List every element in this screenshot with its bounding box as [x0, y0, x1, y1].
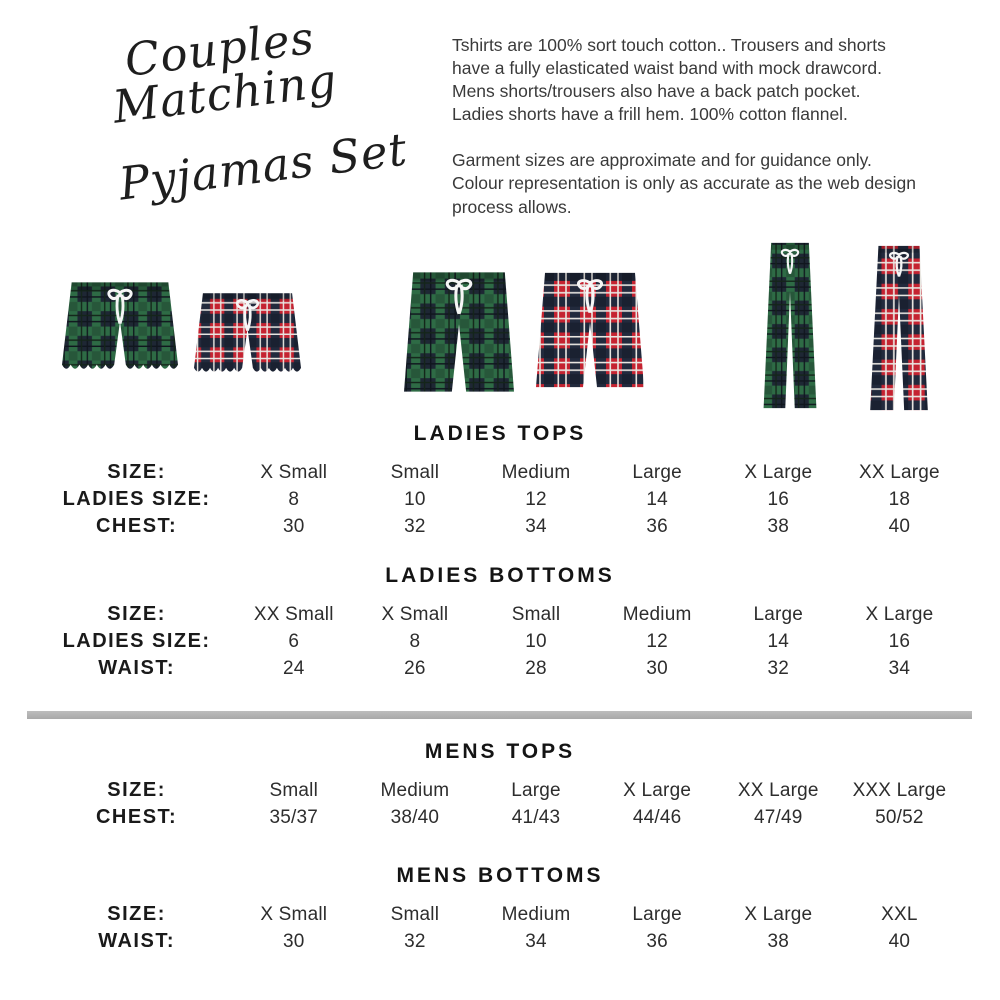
- row-label: LADIES SIZE:: [62, 488, 211, 510]
- table-title: MENS TOPS: [424, 740, 576, 763]
- size-value: XX Large: [859, 461, 940, 483]
- description-line: Mens shorts/trousers also have a back patch pocket.: [452, 81, 861, 102]
- row-label: SIZE:: [107, 779, 166, 801]
- table-row: [40, 601, 960, 628]
- size-value: 18: [888, 488, 911, 510]
- size-value: Small: [269, 779, 318, 801]
- size-value: 50/52: [875, 806, 924, 828]
- description-line: process allows.: [452, 196, 572, 217]
- size-value: 8: [409, 630, 421, 652]
- size-value: 36: [646, 515, 668, 537]
- size-value: 38: [767, 515, 790, 537]
- size-value: 44/46: [632, 806, 682, 828]
- row-label: SIZE:: [107, 603, 166, 625]
- size-value: Large: [511, 779, 561, 801]
- size-value: 10: [525, 630, 547, 652]
- size-value: 32: [404, 930, 426, 952]
- size-value: 36: [646, 930, 668, 952]
- table-row: [40, 928, 960, 955]
- brand-script-title: [3, 0, 450, 218]
- size-value: 38/40: [390, 806, 440, 828]
- size-value: X Small: [260, 903, 328, 925]
- table-row: [40, 777, 960, 804]
- description-paragraph-2: [452, 149, 972, 218]
- size-value: 6: [288, 630, 300, 652]
- mens-shorts-red-image: [536, 263, 644, 397]
- size-value: Large: [632, 461, 682, 483]
- size-value: X Large: [623, 779, 692, 801]
- size-value: 41/43: [511, 806, 561, 828]
- size-value: 24: [282, 657, 305, 679]
- product-description: [452, 34, 972, 219]
- size-value: X Small: [260, 461, 328, 483]
- trousers-green-image: [757, 238, 823, 414]
- row-label: LADIES SIZE:: [62, 630, 211, 652]
- row-label: SIZE:: [107, 903, 166, 925]
- size-value: 14: [767, 630, 790, 652]
- table-row: [40, 513, 960, 540]
- size-value: X Large: [744, 461, 813, 483]
- ladies-shorts-green-image: [62, 270, 178, 378]
- size-value: 38: [767, 930, 790, 952]
- row-label: CHEST:: [95, 515, 178, 537]
- size-value: Medium: [622, 603, 692, 625]
- table-row: [40, 655, 960, 682]
- row-label: WAIST:: [98, 657, 175, 679]
- description-line: Colour representation is only as accurate as the web design: [452, 173, 917, 194]
- size-value: 30: [282, 930, 305, 952]
- size-value: 10: [404, 488, 426, 510]
- size-value: 34: [525, 515, 547, 537]
- size-value: Large: [632, 903, 682, 925]
- row-label: WAIST:: [98, 930, 175, 952]
- size-value: XX Large: [737, 779, 819, 801]
- size-value: 40: [888, 515, 911, 537]
- mens-shorts-green-image: [404, 262, 514, 402]
- mens-bottoms-table: [40, 864, 960, 955]
- row-label: SIZE:: [107, 461, 166, 483]
- size-value: 32: [767, 657, 790, 679]
- description-line: Ladies shorts have a frill hem. 100% cotton flannel.: [452, 104, 848, 125]
- description-line: Tshirts are 100% sort touch cotton.. Trousers and shorts: [452, 35, 886, 55]
- size-value: Medium: [501, 461, 571, 483]
- description-paragraph-1: [452, 34, 972, 126]
- ladies-tops-table: [40, 422, 960, 540]
- size-value: 30: [646, 657, 668, 679]
- size-value: 12: [646, 630, 668, 652]
- size-value: 34: [525, 930, 547, 952]
- description-line: Garment sizes are approximate and for guidance only.: [452, 150, 872, 171]
- size-value: XXL: [881, 903, 918, 925]
- table-row: [40, 459, 960, 486]
- size-value: Medium: [501, 903, 571, 925]
- brand-title-line1: Couples Matching: [109, 11, 341, 134]
- mens-tops-table: [40, 740, 960, 831]
- size-value: 32: [404, 515, 426, 537]
- size-value: X Large: [744, 903, 813, 925]
- table-title: MENS BOTTOMS: [396, 864, 604, 887]
- table-row: [40, 901, 960, 928]
- table-title: LADIES BOTTOMS: [385, 564, 615, 587]
- table-row: [40, 628, 960, 655]
- size-value: 16: [888, 630, 911, 652]
- description-line: have a fully elasticated waist band with mock drawcord.: [452, 58, 882, 79]
- size-value: 47/49: [754, 806, 803, 828]
- size-value: Large: [753, 603, 804, 625]
- ladies-bottoms-table: [40, 564, 960, 682]
- size-value: XXX Large: [852, 779, 947, 801]
- ladies-shorts-red-image: [194, 282, 301, 380]
- size-value: 30: [282, 515, 305, 537]
- size-value: 34: [888, 657, 911, 679]
- size-value: 28: [525, 657, 547, 679]
- size-value: Small: [390, 903, 440, 925]
- size-value: XX Small: [253, 603, 334, 625]
- size-value: Small: [390, 461, 440, 483]
- size-value: 14: [646, 488, 668, 510]
- table-title: LADIES TOPS: [413, 422, 587, 445]
- brand-title-line2: Pyjamas Set: [116, 122, 411, 211]
- size-value: Medium: [380, 779, 450, 801]
- size-value: 8: [288, 488, 300, 510]
- row-label: CHEST:: [95, 806, 178, 828]
- size-value: 35/37: [269, 806, 319, 828]
- size-value: Small: [511, 603, 561, 625]
- size-value: X Large: [865, 603, 934, 625]
- size-value: 12: [525, 488, 547, 510]
- section-divider: [27, 711, 972, 719]
- size-value: X Small: [381, 603, 449, 625]
- table-row: [40, 804, 960, 831]
- size-value: 26: [404, 657, 426, 679]
- size-value: 40: [888, 930, 911, 952]
- size-value: 16: [767, 488, 790, 510]
- trousers-red-image: [863, 241, 935, 416]
- table-row: [40, 486, 960, 513]
